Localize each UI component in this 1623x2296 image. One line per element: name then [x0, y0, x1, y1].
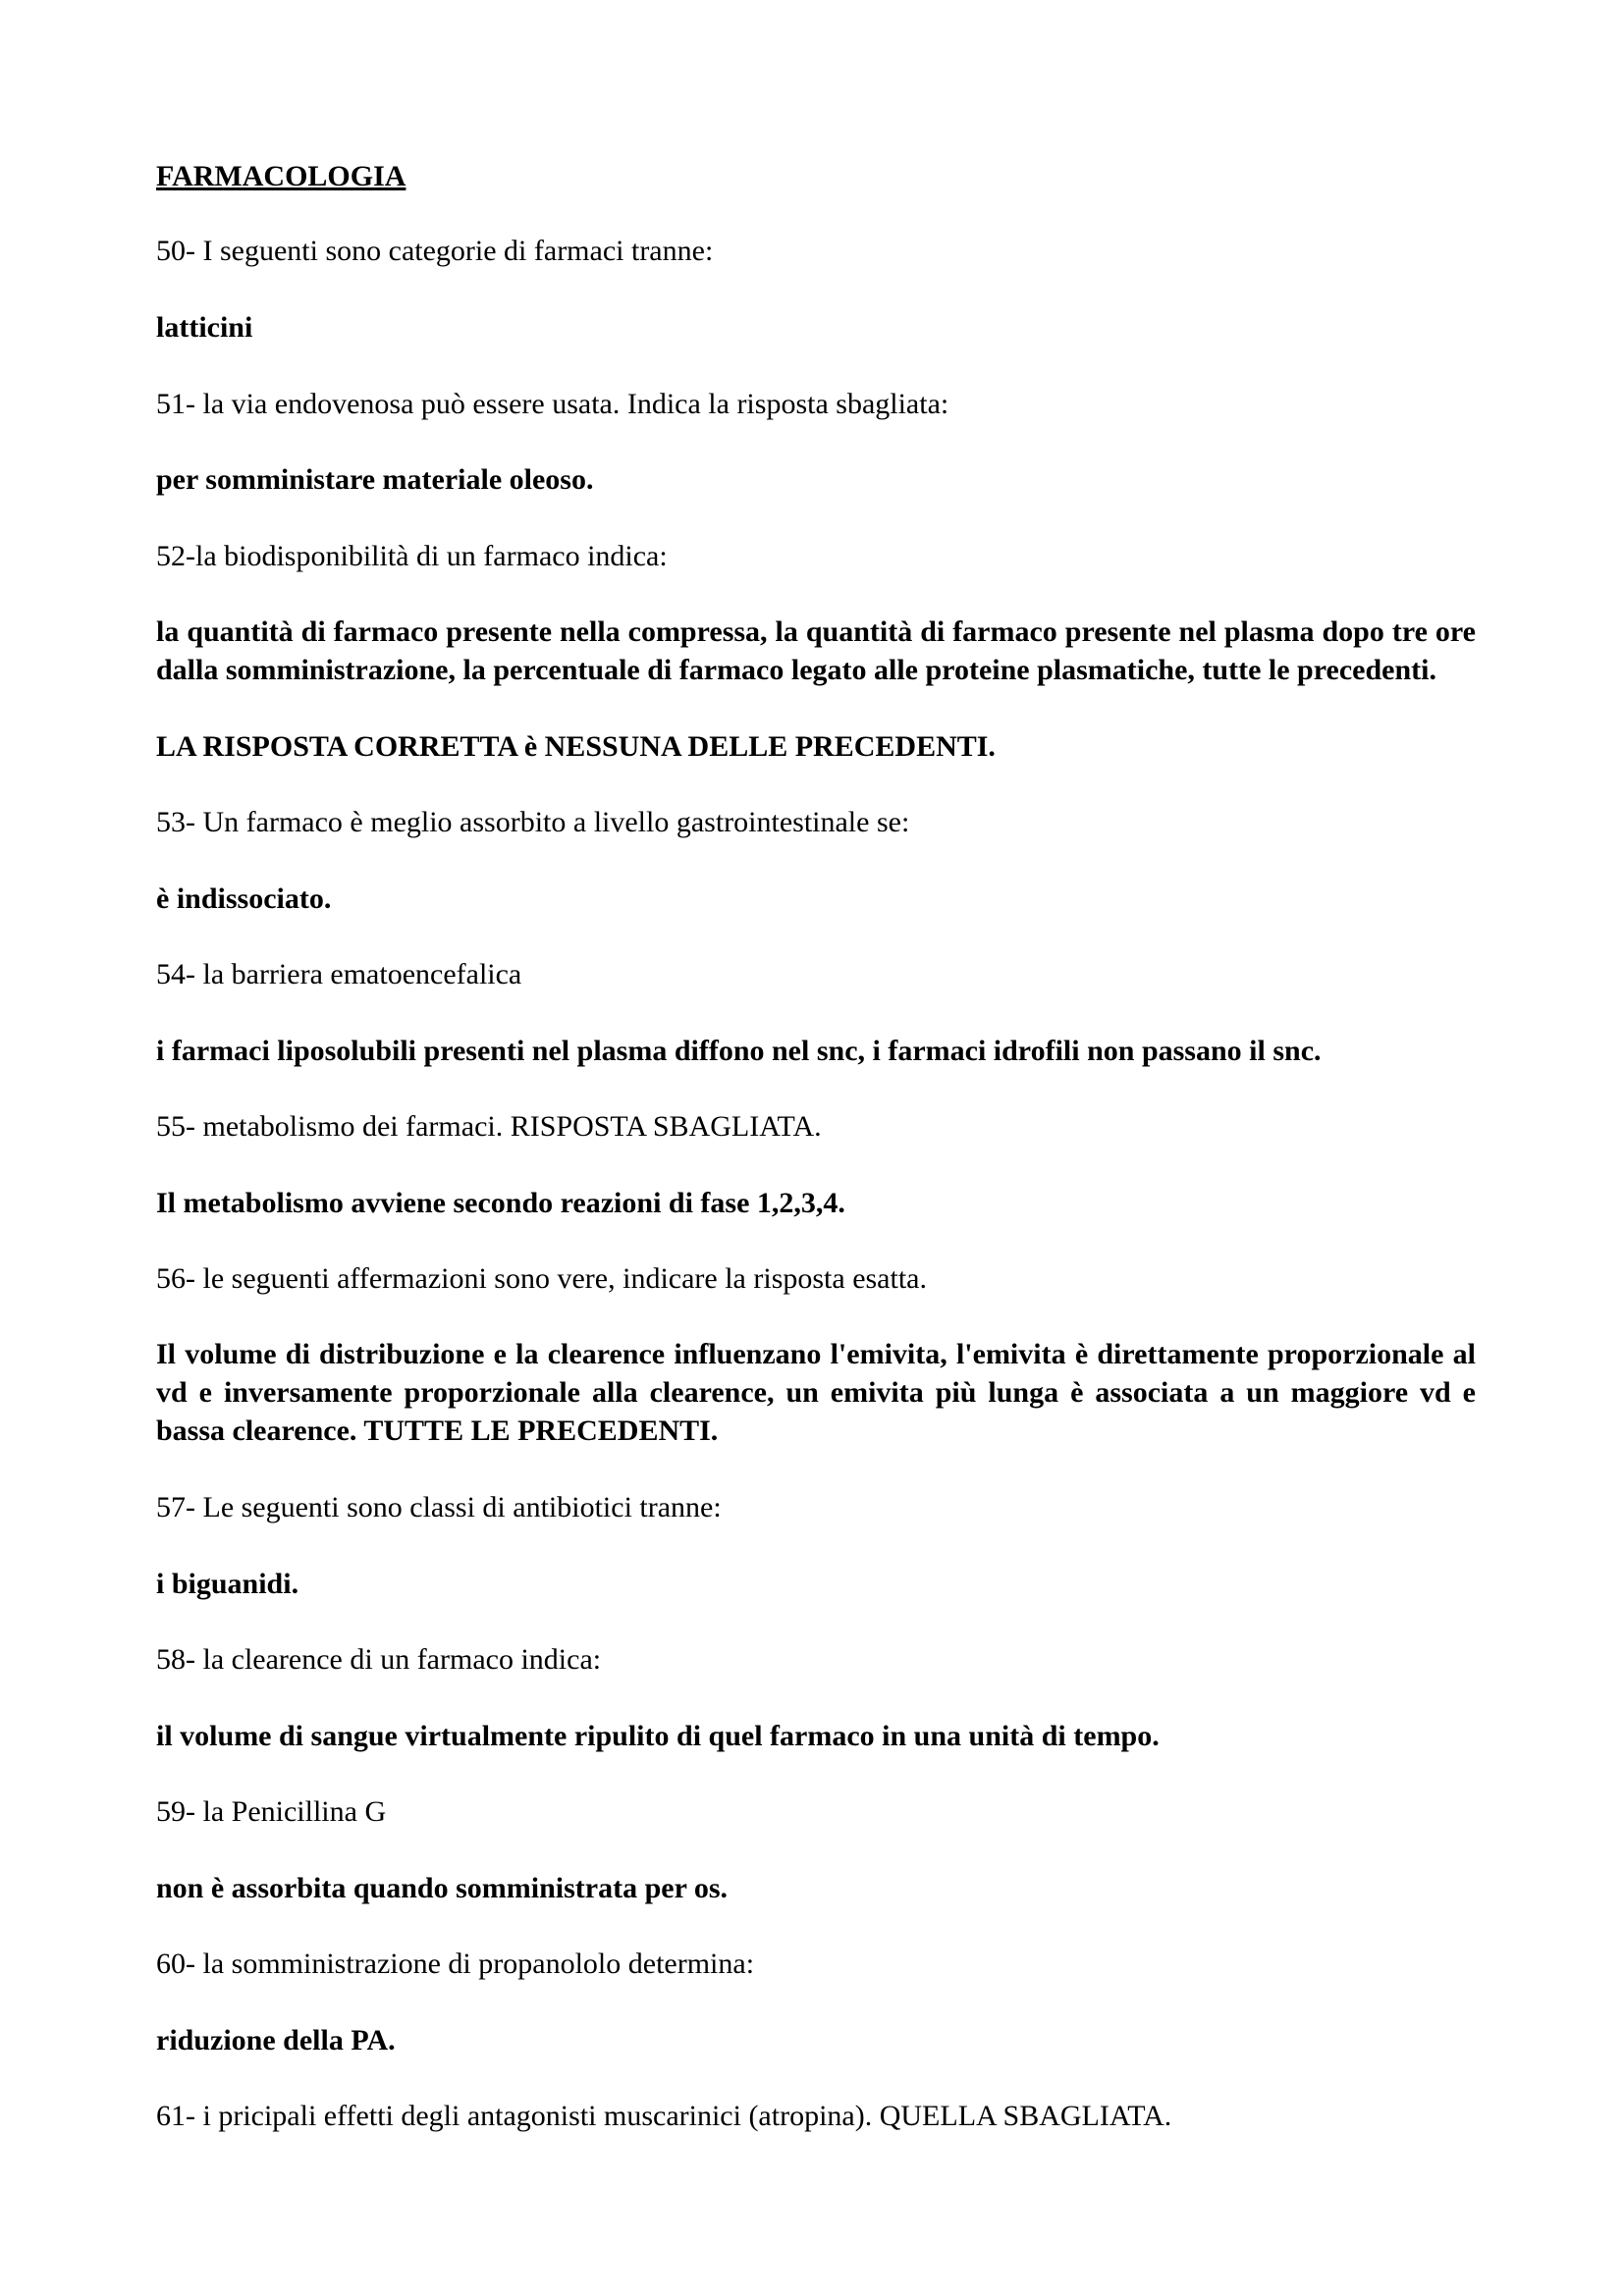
question-51: 51- la via endovenosa può essere usata. Indica la risposta sbagliata: — [156, 388, 949, 420]
correct-answer-52: LA RISPOSTA CORRETTA è NESSUNA DELLE PRECEDENTI. — [156, 730, 996, 763]
answer-54: i farmaci liposolubili presenti nel plasma diffono nel snc, i farmaci idrofili non passano il snc. — [156, 1035, 1322, 1067]
document-title: FARMACOLOGIA — [156, 160, 406, 192]
answer-57: i biguanidi. — [156, 1568, 299, 1600]
answer-60: riduzione della PA. — [156, 2024, 396, 2056]
answer-53: è indissociato. — [156, 882, 332, 915]
question-56: 56- le seguenti affermazioni sono vere, indicare la risposta esatta. — [156, 1262, 927, 1295]
question-58: 58- la clearence di un farmaco indica: — [156, 1643, 602, 1676]
question-52: 52-la biodisponibilità di un farmaco indica: — [156, 540, 668, 572]
question-53: 53- Un farmaco è meglio assorbito a livello gastrointestinale se: — [156, 806, 910, 838]
answer-50: latticini — [156, 311, 253, 344]
question-55: 55- metabolismo dei farmaci. RISPOSTA SBAGLIATA. — [156, 1110, 822, 1143]
answer-58: il volume di sangue virtualmente ripulito di quel farmaco in una unità di tempo. — [156, 1720, 1160, 1752]
answer-56-text: Il volume di distribuzione e la clearence influenzano l'emivita, l'emivita è direttamente proporzionale al vd e inversamente proporzionale alla clearence, un emivita più lunga è associata a un maggiore vd e bassa clearence. — [156, 1338, 1476, 1447]
answer-56-suffix: TUTTE LE PRECEDENTI. — [363, 1415, 719, 1447]
question-61: 61- i pricipali effetti degli antagonisti muscarinici (atropina). QUELLA SBAGLIATA. — [156, 2100, 1172, 2132]
question-50: 50- I seguenti sono categorie di farmaci tranne: — [156, 235, 714, 267]
answer-52: la quantità di farmaco presente nella compressa, la quantità di farmaco presente nel plasma dopo tre ore dalla somministrazione, la percentuale di farmaco legato alle proteine plasmatiche, tutte le precedenti. — [156, 615, 1476, 686]
answer-55: Il metabolismo avviene secondo reazioni di fase 1,2,3,4. — [156, 1187, 845, 1219]
question-54: 54- la barriera ematoencefalica — [156, 958, 522, 990]
answer-59: non è assorbita quando somministrata per os. — [156, 1872, 729, 1904]
question-60: 60- la somministrazione di propanololo determina: — [156, 1948, 755, 1980]
question-57: 57- Le seguenti sono classi di antibiotici tranne: — [156, 1491, 722, 1523]
answer-56 — [156, 1335, 1476, 1450]
question-59: 59- la Penicillina G — [156, 1795, 387, 1828]
answer-51: per somministare materiale oleoso. — [156, 463, 594, 496]
